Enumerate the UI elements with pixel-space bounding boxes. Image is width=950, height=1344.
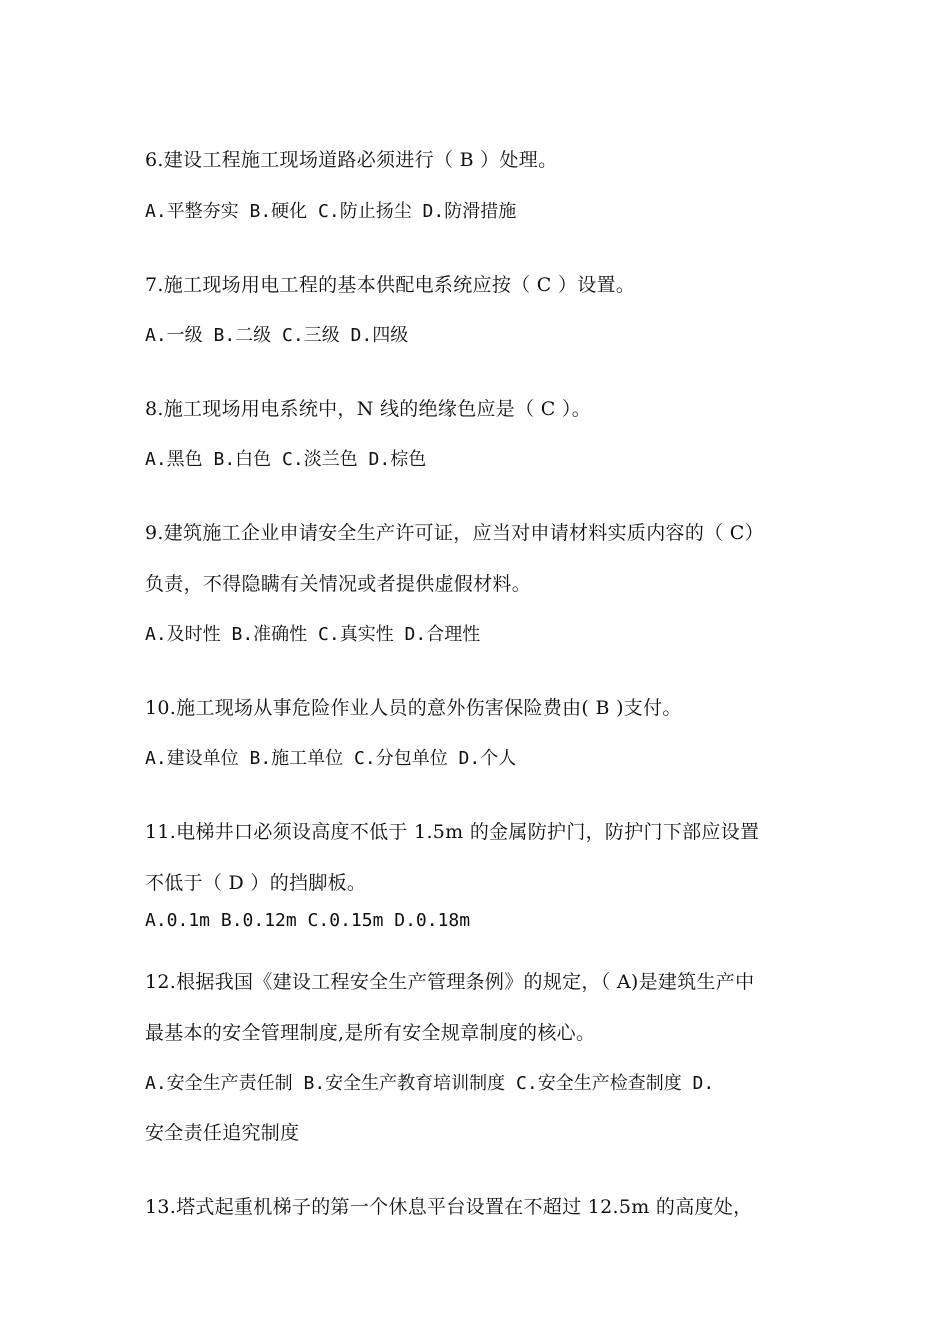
question-12-options-line-2: 安全责任追究制度 xyxy=(145,1122,300,1144)
question-7-stem: 7.施工现场用电工程的基本供配电系统应按（ C ）设置。 xyxy=(145,274,636,296)
question-9-stem-line-1: 9.建筑施工企业申请安全生产许可证，应当对申请材料实质内容的（ C） xyxy=(145,522,764,544)
question-13-stem: 13.塔式起重机梯子的第一个休息平台设置在不超过 12.5m 的高度处， xyxy=(145,1196,753,1218)
question-9-stem-line-2: 负责，不得隐瞒有关情况或者提供虚假材料。 xyxy=(145,573,532,595)
question-6-stem: 6.建设工程施工现场道路必须进行（ B ）处理。 xyxy=(145,149,558,171)
question-7-options: A.一级 B.二级 C.三级 D.四级 xyxy=(145,325,409,346)
question-11-options: A.0.1m B.0.12m C.0.15m D.0.18m xyxy=(145,910,471,931)
question-11-stem-line-2: 不低于（ D ）的挡脚板。 xyxy=(145,872,367,894)
question-8-options: A.黑色 B.白色 C.淡兰色 D.棕色 xyxy=(145,449,427,470)
question-10-stem: 10.施工现场从事危险作业人员的意外伤害保险费由( B )支付。 xyxy=(145,697,682,719)
question-12-stem-line-1: 12.根据我国《建设工程安全生产管理条例》的规定，（ A)是建筑生产中 xyxy=(145,971,755,993)
question-9-options: A.及时性 B.准确性 C.真实性 D.合理性 xyxy=(145,624,481,645)
question-10-options: A.建设单位 B.施工单位 C.分包单位 D.个人 xyxy=(145,748,517,769)
question-8-stem: 8.施工现场用电系统中，N 线的绝缘色应是（ C ）。 xyxy=(145,398,592,420)
question-12-stem-line-2: 最基本的安全管理制度,是所有安全规章制度的核心。 xyxy=(145,1022,596,1044)
question-12-options-line-1: A.安全生产责任制 B.安全生产教育培训制度 C.安全生产检查制度 D. xyxy=(145,1073,715,1094)
question-6-options: A.平整夯实 B.硬化 C.防止扬尘 D.防滑措施 xyxy=(145,201,517,222)
question-11-stem-line-1: 11.电梯井口必须设高度不低于 1.5m 的金属防护门，防护门下部应设置 xyxy=(145,821,760,843)
